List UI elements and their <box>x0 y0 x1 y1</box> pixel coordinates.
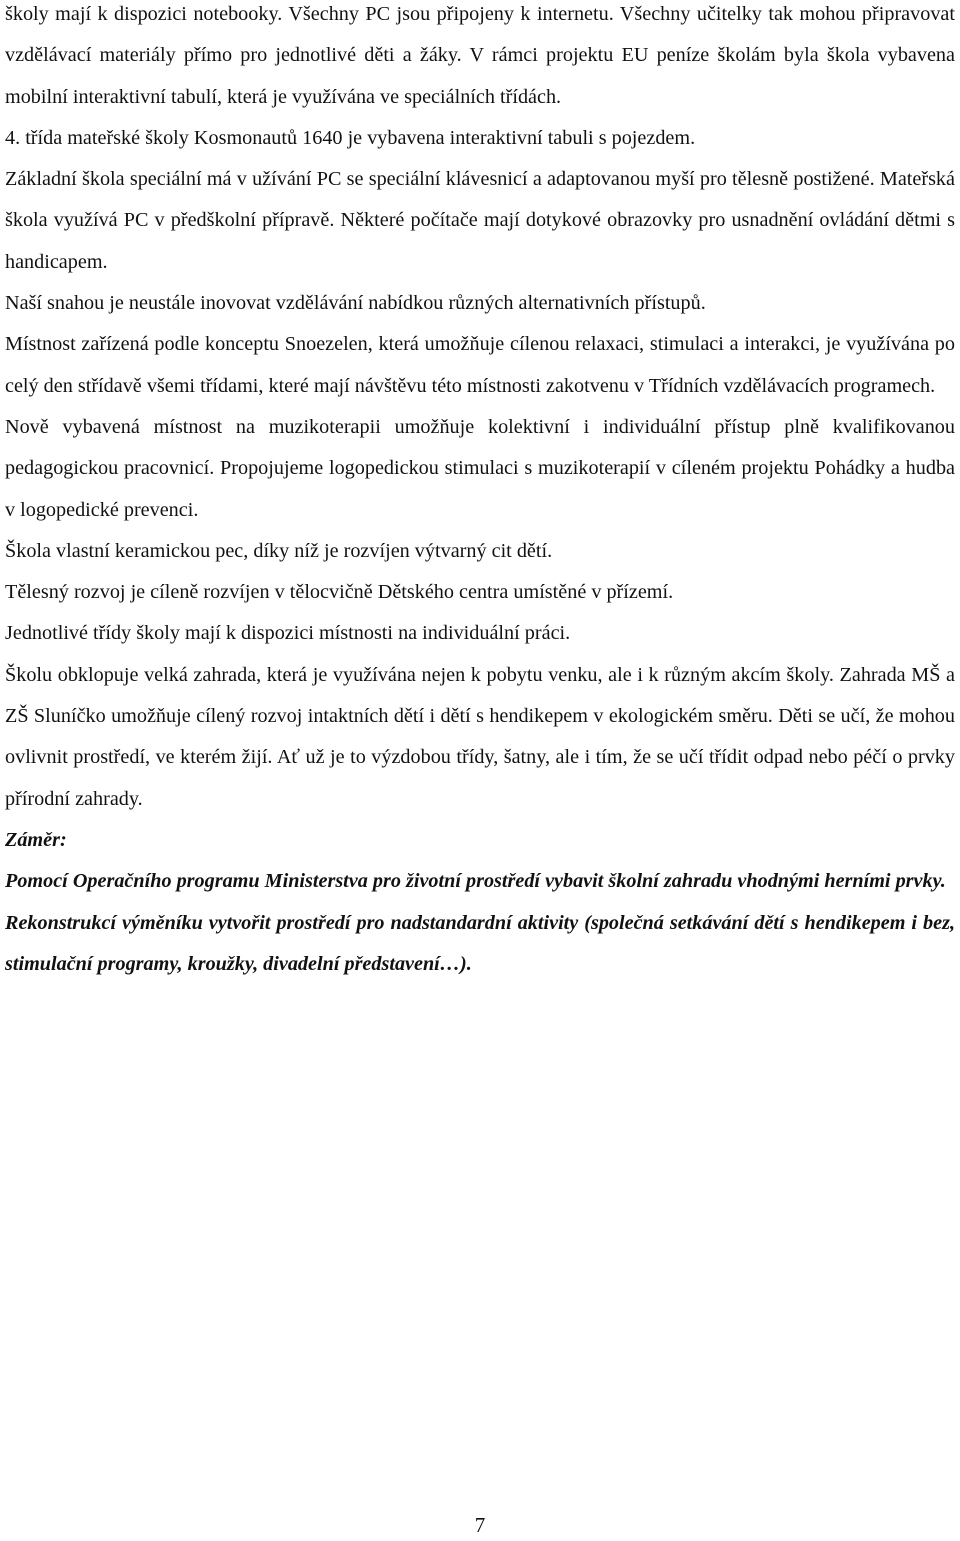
paragraph-special-school-pc: Základní škola speciální má v užívání PC se speciální klávesnicí a adaptovanou myší pro tělesně postižené. Mateřská škola využívá PC v předškolní přípravě. Některé počítače mají dotykové obrazovky pro usnadnění ovládání dětmi s handicapem. <box>5 168 955 273</box>
paragraph-gym: Tělesný rozvoj je cíleně rozvíjen v tělocvičně Dětského centra umístěné v přízemí. <box>5 581 674 604</box>
page-number: 7 <box>474 1513 486 1537</box>
conclusion-item: Pomocí Operačního programu Ministerstva pro životní prostředí vybavit školní zahradu vhodnými herními prvky. <box>5 870 946 893</box>
paragraph-interactive-board: 4. třída mateřské školy Kosmonautů 1640 je vybavena interaktivní tabuli s pojezdem. <box>5 126 696 149</box>
paragraph-ceramic-kiln: Škola vlastní keramickou pec, díky níž je rozvíjen výtvarný cit dětí. <box>5 539 553 562</box>
paragraph-innovation: Naší snahou je neustále inovovat vzdělávání nabídkou různých alternativních přístupů. <box>5 292 706 315</box>
document-body <box>5 0 955 985</box>
paragraph-equipment: školy mají k dispozici notebooky. Všechny PC jsou připojeny k internetu. Všechny učitelky tak mohou připravovat vzdělávací materiály přímo pro jednotlivé děti a žáky. V rámci projektu EU peníze školám byla škola vybavena mobilní interaktivní tabulí, která je využívána ve speciálních třídách. <box>5 3 955 108</box>
paragraph-music-therapy: Nově vybavená místnost na muzikoterapii umožňuje kolektivní i individuální přístup plně kvalifikovanou pedagogickou pracovnicí. Propojujeme logopedickou stimulaci s muzikoterapií v cíleném projektu Pohádky a hudba v logopedické prevenci. <box>5 415 955 521</box>
conclusion-item: Rekonstrukcí výměníku vytvořit prostředí pro nadstandardní aktivity (společná setkávání dětí s hendikepem i bez, stimulační programy, kroužky, divadelní představení…). <box>5 911 955 975</box>
conclusion-heading: Záměr: <box>5 828 67 851</box>
paragraph-snoezelen: Místnost zařízená podle konceptu Snoezelen, která umožňuje cílenou relaxaci, stimulaci a interakci, je využívána po celý den střídavě všemi třídami, které mají návštěvu této místnosti zakotvenu v Třídních vzdělávacích programech. <box>5 333 955 397</box>
paragraph-individual-rooms: Jednotlivé třídy školy mají k dispozici místnosti na individuální práci. <box>5 622 571 645</box>
paragraph-garden: Školu obklopuje velká zahrada, která je využívána nejen k pobytu venku, ale i k různým akcím školy. Zahrada MŠ a ZŠ Sluníčko umožňuje cílený rozvoj intaktních dětí i dětí s hendikepem v ekologickém směru. Děti se učí, že mohou ovlivnit prostředí, ve kterém žijí. Ať už je to výzdobou třídy, šatny, ale i tím, že se učí třídit odpad nebo péčí o prvky přírodní zahrady. <box>5 663 955 810</box>
